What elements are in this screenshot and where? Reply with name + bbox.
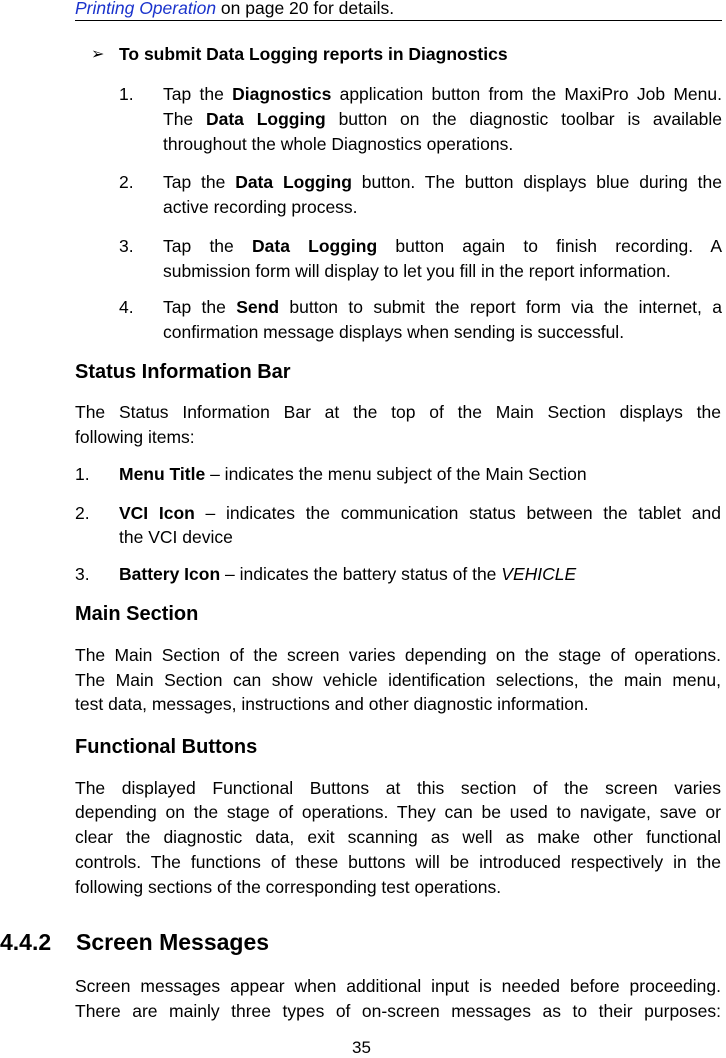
step-text: button to submit the report form via the internet, a xyxy=(279,297,722,317)
functional-buttons-heading: Functional Buttons xyxy=(75,736,258,758)
main-section-heading: Main Section xyxy=(75,603,199,625)
status-item-term: Menu Title xyxy=(119,464,206,484)
step-number: 1. xyxy=(119,84,134,104)
step-text: Tap the xyxy=(163,172,236,192)
status-item-desc-cont: the VCI device xyxy=(119,527,233,547)
step-text: Tap the xyxy=(163,236,252,256)
step-line xyxy=(163,236,722,257)
step-line xyxy=(163,172,722,193)
step-line xyxy=(163,197,358,218)
step-button-name: Send xyxy=(236,297,280,317)
step-text: Tap the xyxy=(163,84,233,104)
step-text: button on the diagnostic toolbar is available xyxy=(325,108,722,129)
status-item-desc: – indicates the menu subject of the Main Section xyxy=(205,464,587,484)
status-item-desc: – indicates the battery status of the xyxy=(220,564,502,584)
status-bar-intro-line-1: The Status Information Bar at the top of the Main Section displays the xyxy=(75,402,721,422)
step-line xyxy=(163,322,624,343)
status-item-vehicle: VEHICLE xyxy=(501,564,577,584)
step-button-name: Data Logging xyxy=(252,236,378,256)
status-bar-intro-line-2: following items: xyxy=(75,427,195,447)
screen-messages-line-1: Screen messages appear when additional input is needed before proceeding. xyxy=(75,976,721,996)
status-item-number: 2. xyxy=(75,503,90,523)
functional-buttons-line-5: following sections of the corresponding test operations. xyxy=(75,877,502,897)
screen-messages-line-2: There are mainly three types of on-screen messages as to their purposes: xyxy=(75,1001,721,1021)
step-text: confirmation message displays when sending is successful. xyxy=(163,321,625,342)
status-item-menu-title xyxy=(119,464,587,485)
step-text: throughout the whole Diagnostics operations. xyxy=(163,133,514,154)
step-text: button again to finish recording. A xyxy=(377,236,722,256)
main-section-line-3: test data, messages, instructions and other diagnostic information. xyxy=(75,694,589,714)
main-section-line-2: The Main Section can show vehicle identification selections, the main menu, xyxy=(75,670,721,690)
step-line xyxy=(163,84,722,105)
functional-buttons-line-3: clear the diagnostic data, exit scanning as well as make other functional xyxy=(75,827,721,847)
status-item-number: 3. xyxy=(75,564,90,584)
header-divider xyxy=(75,20,722,21)
status-item-desc: – indicates the communication status between the tablet and xyxy=(194,503,722,523)
screen-messages-heading: Screen Messages xyxy=(76,929,270,955)
step-text: button. The button displays blue during the xyxy=(351,172,722,192)
page-number: 35 xyxy=(352,1038,371,1057)
step-line xyxy=(163,109,722,130)
step-line xyxy=(163,134,513,155)
status-bar-heading: Status Information Bar xyxy=(75,361,291,383)
functional-buttons-line-1: The displayed Functional Buttons at this section of the screen varies xyxy=(75,778,721,798)
arrow-bullet-icon: ➢ xyxy=(91,46,105,63)
functional-buttons-line-4: controls. The functions of these buttons will be introduced respectively in the xyxy=(75,852,721,872)
step-number: 4. xyxy=(119,297,134,317)
section-number: 4.4.2 xyxy=(0,929,52,955)
step-number: 3. xyxy=(119,236,134,256)
status-item-term: Battery Icon xyxy=(119,564,221,584)
step-line xyxy=(163,261,671,282)
step-text: active recording process. xyxy=(163,196,358,217)
step-text: Tap the xyxy=(163,297,237,317)
step-text: application button from the MaxiPro Job Menu. xyxy=(331,84,722,104)
functional-buttons-line-2: depending on the stage of operations. They can be used to navigate, save or xyxy=(75,802,721,822)
step-text: The xyxy=(163,108,206,129)
procedure-title: To submit Data Logging reports in Diagnostics xyxy=(119,44,508,64)
header-reference-text: on page 20 for details. xyxy=(216,0,395,18)
header-reference xyxy=(75,0,394,19)
step-text: submission form will display to let you fill in the report information. xyxy=(163,260,671,281)
step-line xyxy=(163,297,722,318)
status-item-battery-icon xyxy=(119,564,576,585)
step-button-name: Data Logging xyxy=(205,108,326,129)
step-number: 2. xyxy=(119,172,134,192)
main-section-line-1: The Main Section of the screen varies depending on the stage of operations. xyxy=(75,645,721,665)
printing-operation-link[interactable]: Printing Operation xyxy=(75,0,217,18)
status-item-term: VCI Icon xyxy=(119,503,195,523)
status-item-vci-icon xyxy=(119,503,721,524)
status-item-number: 1. xyxy=(75,464,90,484)
step-button-name: Data Logging xyxy=(235,172,352,192)
step-button-name: Diagnostics xyxy=(232,84,332,104)
